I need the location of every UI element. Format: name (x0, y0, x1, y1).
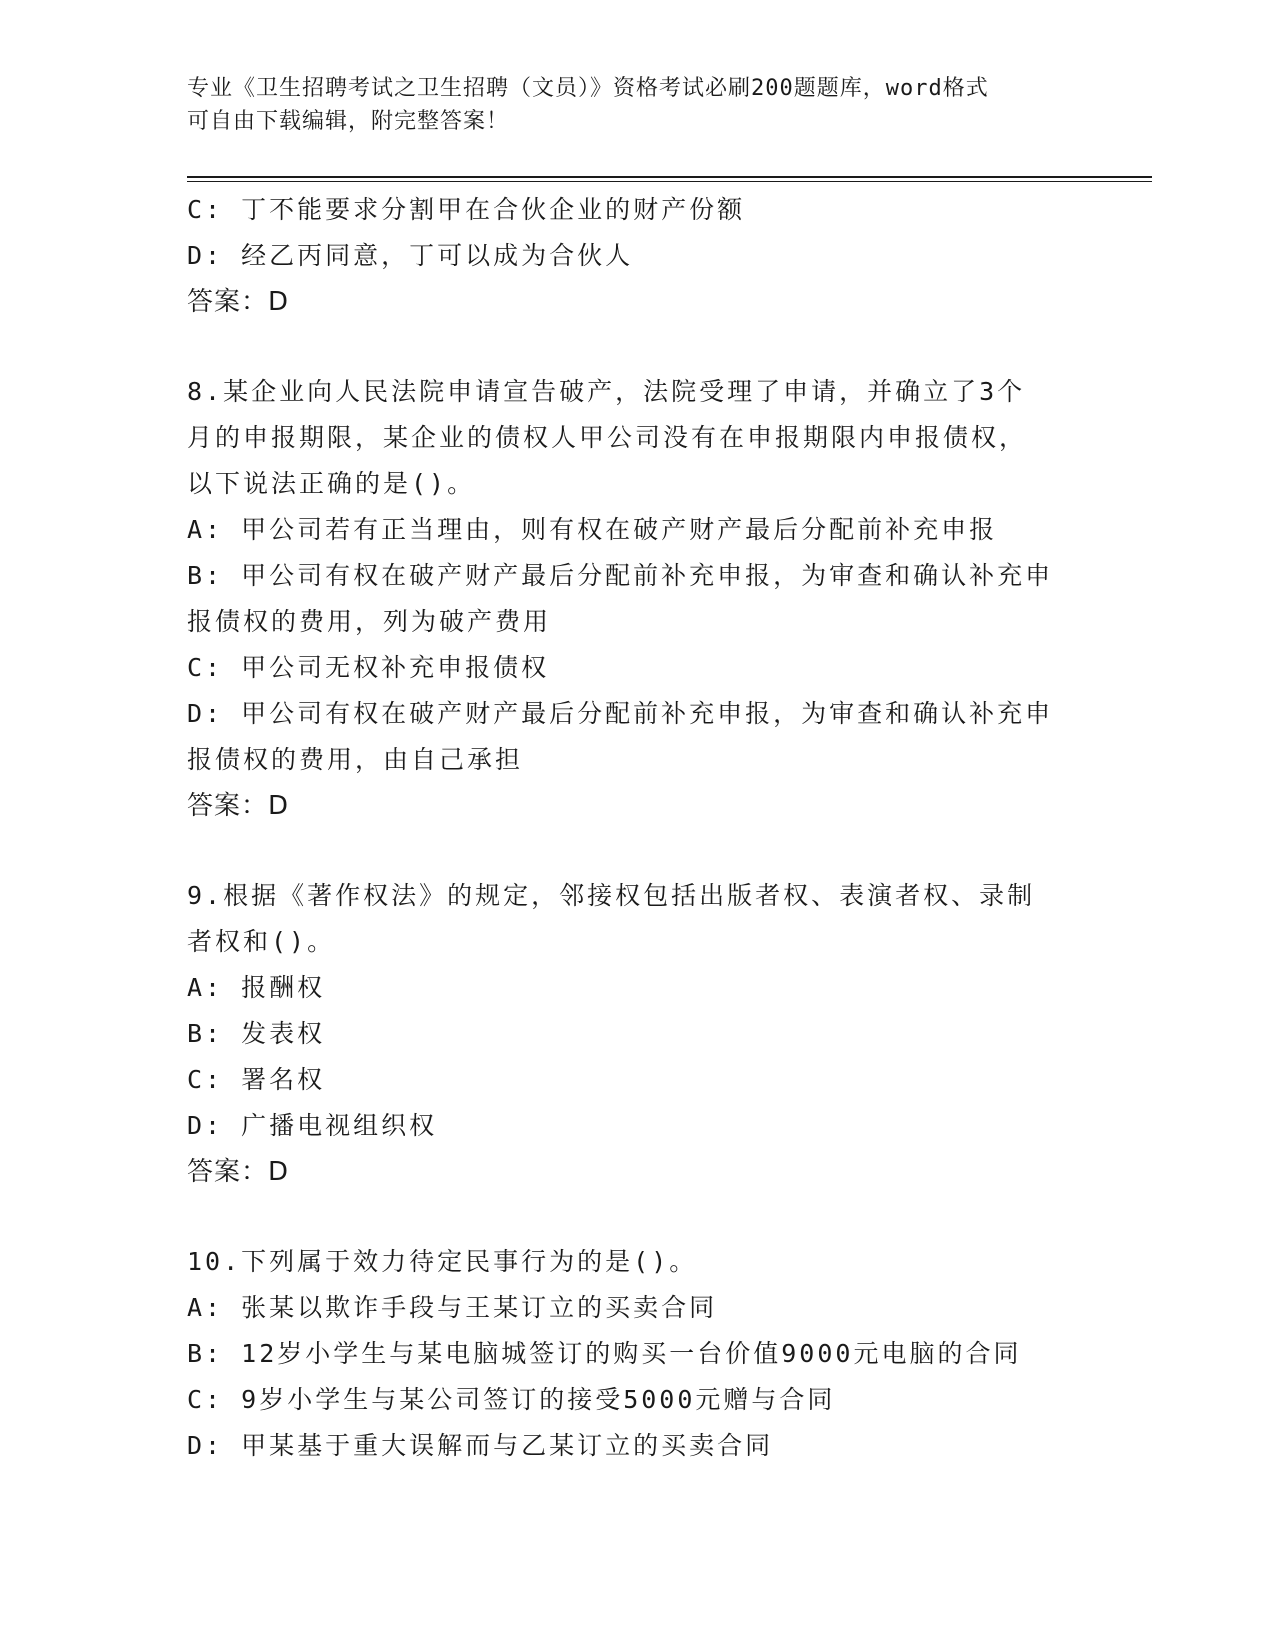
q9-option-d: D: 广播电视组织权 (187, 1111, 438, 1140)
q10-option-a: A: 张某以欺诈手段与王某订立的买卖合同 (187, 1293, 718, 1322)
q8-option-d-line-1: D: 甲公司有权在破产财产最后分配前补充申报，为审查和确认补充申 (187, 699, 1054, 728)
q8-option-c: C: 甲公司无权补充申报债权 (187, 653, 550, 682)
q8-option-a: A: 甲公司若有正当理由，则有权在破产财产最后分配前补充申报 (187, 515, 998, 544)
q8-stem-line-3: 以下说法正确的是()。 (187, 469, 476, 498)
q9-option-b: B: 发表权 (187, 1019, 326, 1048)
q9-option-c: C: 署名权 (187, 1065, 326, 1094)
q9-option-a: A: 报酬权 (187, 973, 326, 1002)
q7-option-d: D: 经乙丙同意，丁可以成为合伙人 (187, 241, 634, 270)
q9-stem-line-2: 者权和()。 (187, 927, 336, 956)
header-line-1: 专业《卫生招聘考试之卫生招聘（文员）》资格考试必刷200题题库，word格式 (187, 76, 989, 101)
header-rule-thick (187, 176, 1152, 178)
q8-option-d-line-2: 报债权的费用，由自己承担 (187, 745, 524, 774)
question-content (187, 187, 1087, 1469)
q9-answer: 答案：D (187, 1157, 290, 1187)
q7-option-c: C: 丁不能要求分割甲在合伙企业的财产份额 (187, 195, 746, 224)
spacer (187, 829, 1087, 873)
q8-option-b-line-1: B: 甲公司有权在破产财产最后分配前补充申报，为审查和确认补充申 (187, 561, 1054, 590)
q10-option-b: B: 12岁小学生与某电脑城签订的购买一台价值9000元电脑的合同 (187, 1339, 1022, 1368)
q9-stem-line-1: 9.根据《著作权法》的规定，邻接权包括出版者权、表演者权、录制 (187, 881, 1036, 910)
q8-stem-line-1: 8.某企业向人民法院申请宣告破产，法院受理了申请，并确立了3个 (187, 377, 1026, 406)
q10-option-d: D: 甲某基于重大误解而与乙某订立的买卖合同 (187, 1431, 774, 1460)
q8-answer: 答案：D (187, 791, 290, 821)
page-header (187, 72, 1067, 138)
header-rule-thin (187, 181, 1152, 182)
q7-answer: 答案：D (187, 287, 290, 317)
q10-stem: 10.下列属于效力待定民事行为的是()。 (187, 1247, 698, 1276)
spacer (187, 1195, 1087, 1239)
spacer (187, 325, 1087, 369)
q8-stem-line-2: 月的申报期限，某企业的债权人甲公司没有在申报期限内申报债权， (187, 423, 1028, 452)
header-line-2: 可自由下载编辑，附完整答案！ (187, 109, 510, 134)
q8-option-b-line-2: 报债权的费用，列为破产费用 (187, 607, 552, 636)
q10-option-c: C: 9岁小学生与某公司签订的接受5000元赠与合同 (187, 1385, 836, 1414)
